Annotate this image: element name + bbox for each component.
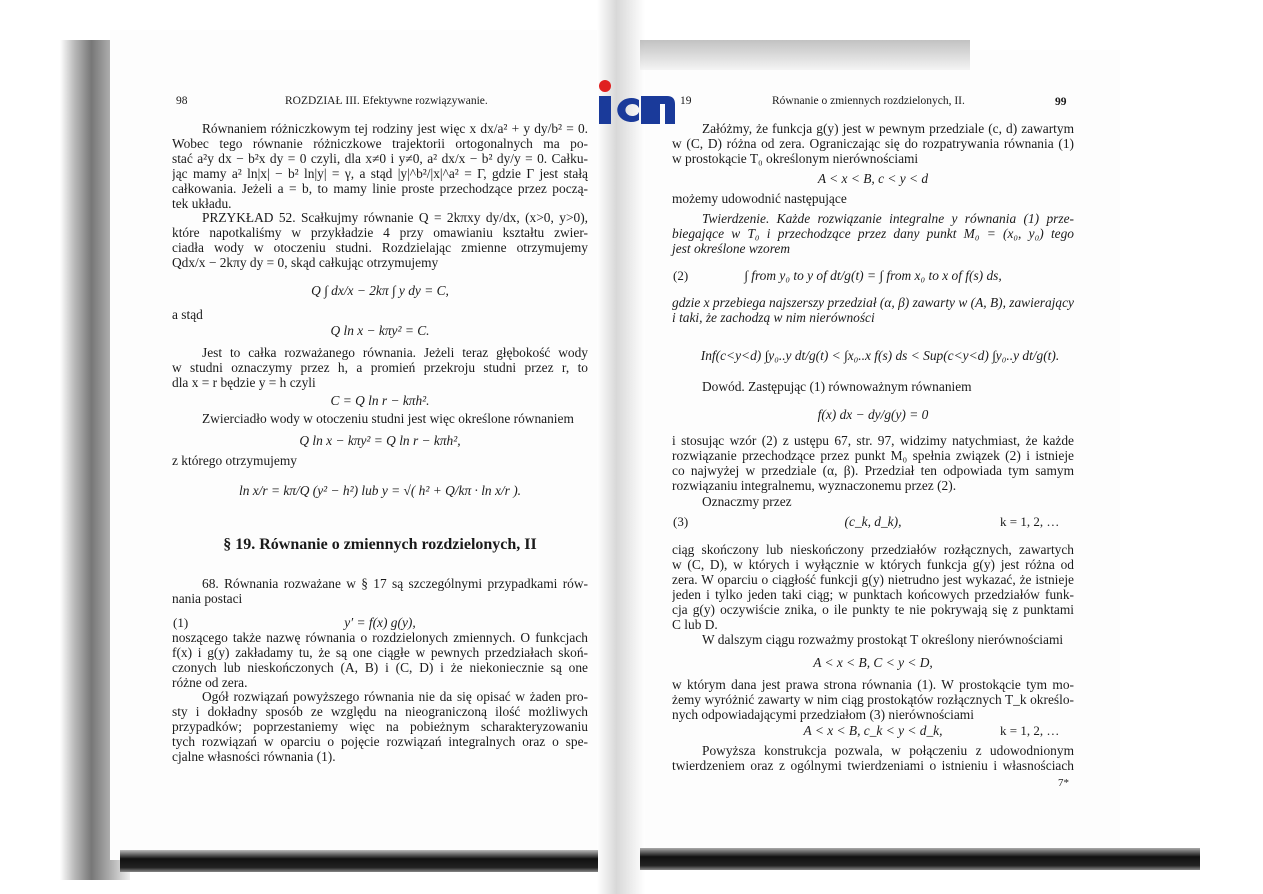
equation: Q ln x − kπy² = C. bbox=[330, 323, 430, 338]
text-line: Twierdzenie. Każde rozwiązanie integralne y równania (1) prze- bbox=[702, 211, 1074, 226]
text-line: cja g(y) oczywiście znika, o ile punkty te nie pokrywają się z punktami bbox=[672, 602, 1074, 617]
equation: y′ = f(x) g(y), bbox=[344, 615, 416, 630]
text-line: Wobec tego równanie różniczkowe trajektorii ortogonalnych ma po- bbox=[172, 136, 588, 151]
text-line: co najwyżej w przedziale (α, β). Przedział ten odpowiada tym samym bbox=[672, 463, 1074, 478]
text-line: czonych lub nieskończonych (A, B) i (C, D) i że niekoniecznie są one bbox=[172, 660, 588, 675]
text-line: jest określone wzorem bbox=[672, 241, 791, 256]
equation: Inf(c<y<d) ∫y₀..y dt/g(t) < ∫x₀..x f(s) ds < Sup(c<y<d) ∫y₀..y dt/g(t). bbox=[700, 348, 1060, 363]
text-line: Równaniem różniczkowym tej rodziny jest więc x dx/a² + y dy/b² = 0. bbox=[202, 121, 588, 136]
text-line: nania postaci bbox=[172, 591, 243, 606]
text-line: sty i dokładny sposób ze względu na nieograniczoną ilość możliwych bbox=[172, 704, 588, 719]
text-line: Oznaczmy przez bbox=[702, 494, 792, 509]
equation: (c_k, d_k), bbox=[844, 514, 902, 529]
text-line: jąc mamy a² ln|x| − b² ln|y| = γ, a stąd |y|^b²/|x|^a² = Γ, gdzie Γ jest stałą bbox=[172, 166, 588, 181]
text-line: w (C, D), w których i wyłącznie w których funkcja g(y) jest różna od bbox=[672, 557, 1074, 572]
text-line: ciadła wody w otoczeniu studni. Rozdzielając zmienne otrzymujemy bbox=[172, 240, 588, 255]
text-line: rozwiązanie przechodzące przez punkt M₀ spełnia związek (2) i istnieje bbox=[672, 448, 1074, 463]
right-page-number: 99 bbox=[1055, 96, 1067, 108]
equation: Q ∫ dx/x − 2kπ ∫ y dy = C, bbox=[311, 283, 449, 298]
equation: Q ln x − kπy² = Q ln r − kπh², bbox=[299, 433, 461, 448]
icm-logo bbox=[595, 80, 675, 126]
text-line: i stosując wzór (2) z ustępu 67, str. 97, widzimy natychmiast, że każde bbox=[672, 433, 1074, 448]
k-range: k = 1, 2, … bbox=[1000, 723, 1060, 738]
text-line: tych rozwiązań w oparciu o pojęcie rozwiązań integralnych oraz o spe- bbox=[172, 734, 588, 749]
text-line: przypadków; poprzestaniemy więc na pobieżnym scharakteryzowaniu bbox=[172, 719, 588, 734]
text-line: w studni oznaczymy przez h, a promień przekroju studni przez r, to bbox=[172, 360, 588, 375]
text-line: cjalne własności równania (1). bbox=[172, 749, 336, 764]
equation-label: (3) bbox=[673, 514, 689, 529]
text-line: gdzie x przebiega najszerszy przedział (α, β) zawarty w (A, B), zawierający bbox=[672, 295, 1074, 310]
text-line: Qdx/x − 2kπy dy = 0, skąd całkując otrzymujemy bbox=[172, 255, 439, 270]
equation: f(x) dx − dy/g(y) = 0 bbox=[817, 407, 929, 422]
text-line: różne od zera. bbox=[172, 675, 248, 690]
text-line: Załóżmy, że funkcja g(y) jest w pewnym przedziale (c, d) zawartym bbox=[702, 121, 1074, 136]
text-line: Powyższa konstrukcja pozwala, w połączeniu z udowodnionym bbox=[702, 743, 1074, 758]
text-line: f(x) i g(y) zakładamy tu, że są one ciągłe w pewnych przedziałach skoń- bbox=[172, 645, 588, 660]
equation-label: (2) bbox=[673, 268, 689, 283]
section-heading: § 19. Równanie o zmiennych rozdzielonych, II bbox=[223, 536, 537, 553]
text-line: stać a²y dx − b²x dy = 0 czyli, dla x≠0 i y≠0, a² dx/x − b² dy/y = 0. Całku- bbox=[172, 151, 588, 166]
text-line: jeden i tylko jeden taki ciąg; w punktach końcowych przedziałów funk- bbox=[672, 587, 1074, 602]
scan-edge-bottom-right bbox=[640, 848, 1200, 870]
equation: A < x < B, c_k < y < d_k, bbox=[803, 723, 943, 738]
text-line: ciąg skończony lub nieskończony przedziałów rozłącznych, zawartych bbox=[672, 542, 1074, 557]
text-line: tek układu. bbox=[172, 196, 232, 211]
left-page-number: 98 bbox=[176, 95, 188, 107]
scan-edge-bottom-left bbox=[120, 850, 598, 872]
text-line: 68. Równania rozważane w § 17 są szczególnymi przypadkami rów- bbox=[202, 576, 588, 591]
text-line: Zwierciadło wody w otoczeniu studni jest więc określone równaniem bbox=[202, 411, 574, 426]
left-running-head: ROZDZIAŁ III. Efektywne rozwiązywanie. bbox=[285, 95, 488, 107]
text-line: w prostokącie T₀ określonym nierównościami bbox=[672, 151, 919, 166]
scan-shadow bbox=[640, 40, 970, 70]
text-line: Dowód. Zastępując (1) równoważnym równaniem bbox=[702, 379, 972, 394]
text-line: z którego otrzymujemy bbox=[172, 453, 297, 468]
right-section-number: 19 bbox=[680, 95, 692, 107]
text-line: a stąd bbox=[172, 307, 203, 322]
signature-mark: 7* bbox=[1058, 777, 1069, 789]
text-line: PRZYKŁAD 52. Scałkujmy równanie Q = 2kπxy dy/dx, (x>0, y>0), bbox=[202, 210, 588, 225]
text-line: Ogół rozwiązań powyższego równania nie da się opisać w żaden pro- bbox=[202, 689, 588, 704]
text-line: i taki, że zachodzą w nim nierówności bbox=[672, 310, 875, 325]
equation: A < x < B, c < y < d bbox=[817, 171, 929, 186]
text-line: rozwiązaniu integralnemu, wyznaczonemu przez (2). bbox=[672, 478, 957, 493]
book-spine bbox=[597, 0, 645, 894]
right-running-head: Równanie o zmiennych rozdzielonych, II. bbox=[772, 95, 965, 107]
equation-label: (1) bbox=[173, 615, 189, 630]
text-line: które napotkaliśmy w przykładzie 4 przy omawianiu kształtu zwier- bbox=[172, 225, 588, 240]
text-line: dla x = r będzie y = h czyli bbox=[172, 375, 316, 390]
text-line: Jest to całka rozważanego równania. Jeżeli teraz głębokość wody bbox=[202, 345, 588, 360]
equation: A < x < B, C < y < D, bbox=[813, 655, 933, 670]
text-line: W dalszym ciągu rozważmy prostokąt T określony nierównościami bbox=[702, 632, 1064, 647]
text-line: w (C, D) różna od zera. Ograniczając się do rozpatrywania równania (1) bbox=[672, 136, 1074, 151]
text-line: zera. W oparciu o ciągłość funkcji g(y) nietrudno jest wykazać, że istnieje bbox=[672, 572, 1074, 587]
text-line: żemy wyróżnić zawarty w nim ciąg prostokątów rozłącznych T_k określo- bbox=[672, 692, 1074, 707]
text-line: noszącego także nazwę równania o rozdzielonych zmiennych. O funkcjach bbox=[172, 630, 588, 645]
equation: C = Q ln r − kπh². bbox=[330, 393, 430, 408]
text-line: twierdzeniem oraz z ogólnymi twierdzeniami o istnieniu i własnościach bbox=[672, 758, 1074, 773]
text-line: w którym dana jest prawa strona równania (1). W prostokącie tym mo- bbox=[672, 677, 1074, 692]
equation: ∫ from y₀ to y of dt/g(t) = ∫ from x₀ to x of f(s) ds, bbox=[744, 268, 1002, 283]
text-line: całkowania. Jeżeli a = b, to mamy linie proste przechodzące przez począ- bbox=[172, 181, 588, 196]
equation: ln x/r = kπ/Q (y² − h²) lub y = √( h² + Q/kπ · ln x/r ). bbox=[238, 483, 522, 498]
k-range: k = 1, 2, … bbox=[1000, 514, 1060, 529]
text-line: nych odpowiadającymi przedziałom (3) nierównościami bbox=[672, 707, 974, 722]
text-line: biegające w T₀ i przechodzące przez dany punkt M₀ = (x₀, y₀) tego bbox=[672, 226, 1074, 241]
text-line: możemy udowodnić następujące bbox=[672, 191, 847, 206]
text-line: C lub D. bbox=[672, 617, 718, 632]
